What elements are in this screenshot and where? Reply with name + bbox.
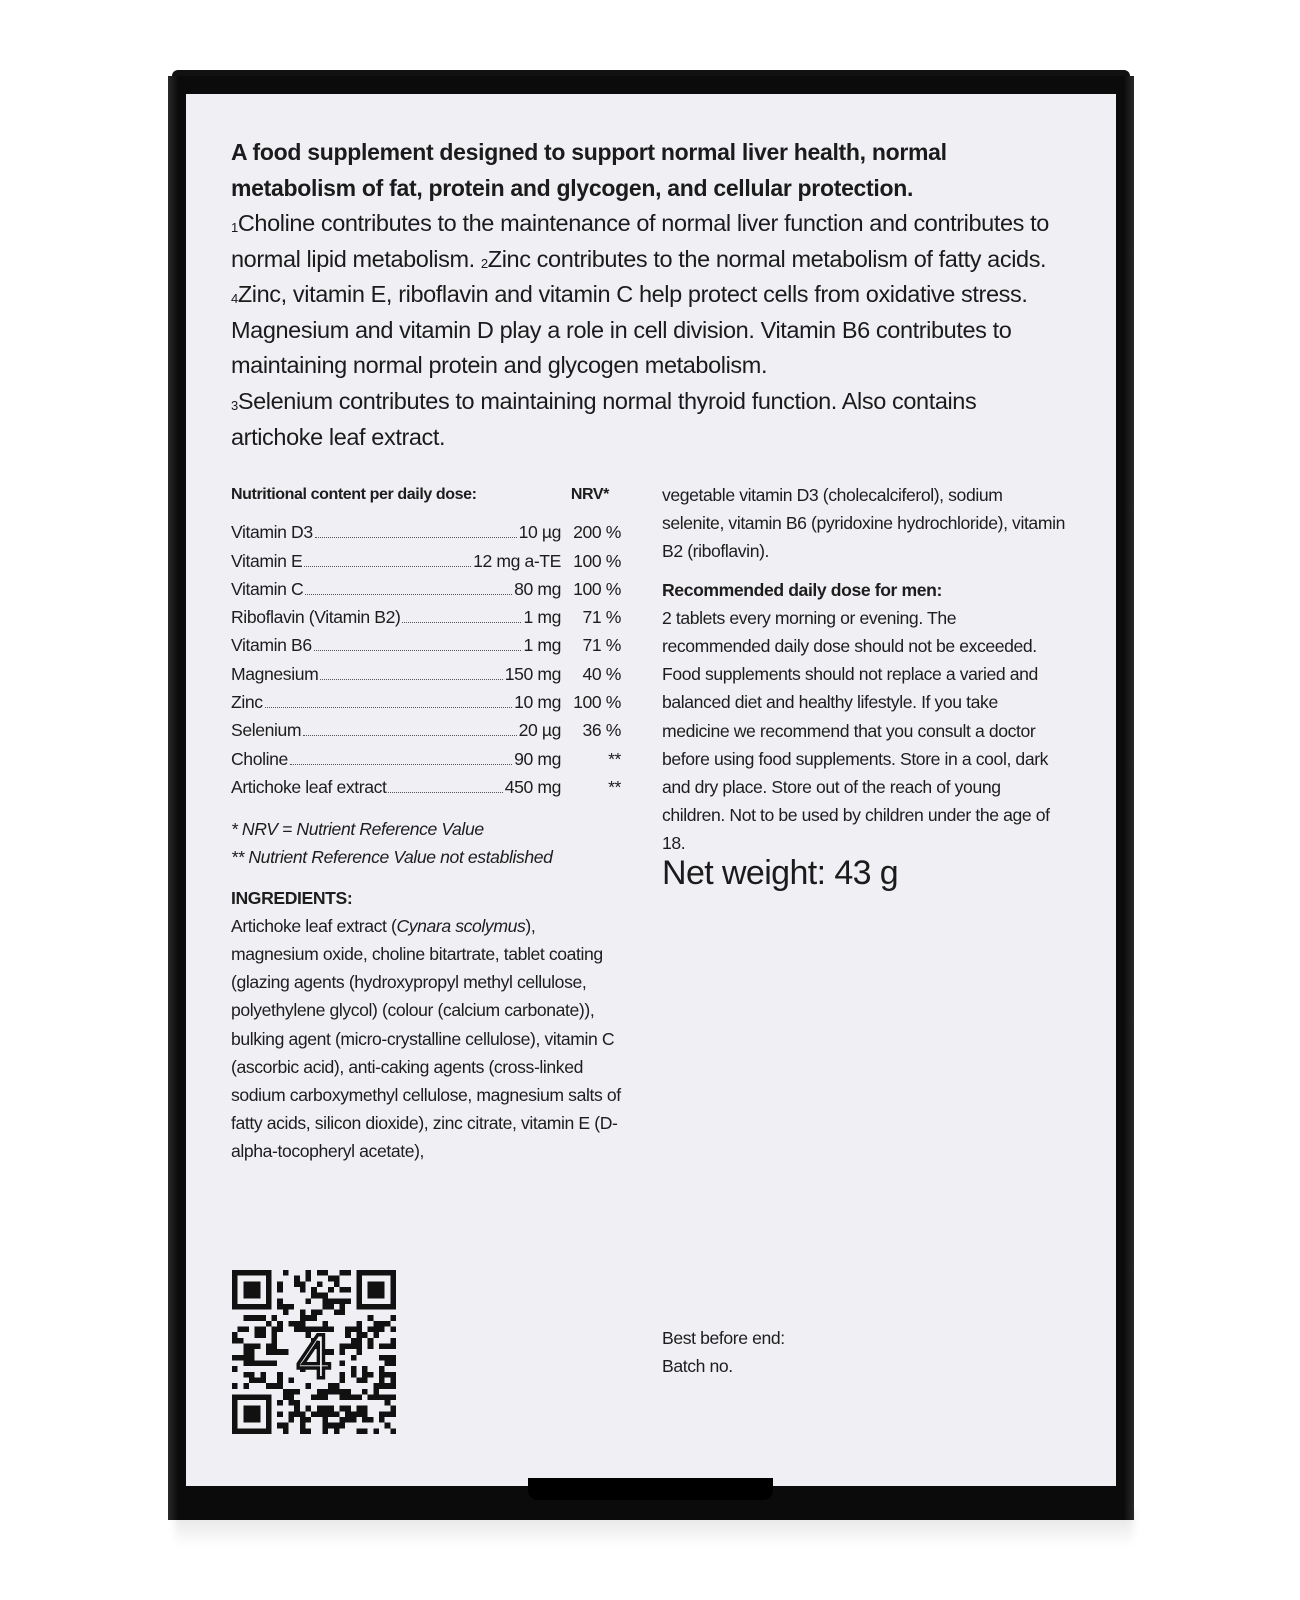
net-weight: Net weight: 43 g (662, 854, 899, 892)
nutrient-amount: 1 mg (523, 635, 561, 656)
nutrient-name: Vitamin C (231, 578, 304, 599)
health-claims (231, 206, 1071, 455)
nutrition-row (231, 518, 621, 546)
best-before-block (662, 1324, 785, 1380)
nutrient-name: Vitamin B6 (231, 635, 312, 656)
nutrient-name: Zinc (231, 691, 263, 712)
ingredients-title: INGREDIENTS: (231, 887, 353, 908)
claim-zinc: Zinc contributes to the normal metabolism of fatty acids. (487, 245, 1047, 272)
batch-label: Batch no. (662, 1356, 733, 1377)
nutrient-nrv: ** (608, 748, 621, 769)
nutrient-nrv: 100 % (573, 691, 621, 712)
nutrient-nrv: 71 % (582, 635, 621, 656)
nutrition-row (231, 603, 621, 631)
dot-leader (315, 537, 517, 538)
nutrient-nrv: 200 % (573, 522, 621, 543)
nutrient-name: Selenium (231, 720, 302, 741)
best-before-label: Best before end: (662, 1328, 785, 1348)
dot-leader (303, 735, 516, 736)
nutrient-amount: 150 mg (504, 663, 561, 684)
dot-leader (290, 764, 512, 765)
nutrient-nrv: 100 % (573, 550, 621, 571)
nutrient-nrv: ** (608, 776, 621, 797)
nutrition-table (231, 518, 621, 801)
nutrient-amount: 10 mg (514, 691, 561, 712)
ingredients-continued: vegetable vitamin D3 (cholecalciferol), sodium selenite, vitamin B6 (pyridoxine hydrochloride), vitamin B2 (riboflavin). (662, 485, 1065, 562)
nutrient-nrv: 40 % (582, 663, 621, 684)
claim-antioxidants: Zinc, vitamin E, riboflavin and vitamin C help protect cells from oxidative stress. Magnesium and vitamin D play a role in cell division. Vitamin B6 contributes to maintaining normal protein and glycogen metabolism. (231, 281, 1028, 379)
box-notch (528, 1478, 773, 1500)
footnote-nrv: * NRV = Nutrient Reference Value (231, 819, 484, 840)
dot-leader (314, 650, 522, 651)
footnote-marker: 2 (480, 255, 488, 271)
right-column (662, 481, 1067, 858)
nutrient-nrv: 36 % (582, 720, 621, 741)
ingredients-text (231, 912, 621, 1166)
nutrient-name: Choline (231, 748, 288, 769)
nutrition-row (231, 547, 621, 575)
left-column (231, 481, 621, 1166)
nutrition-row (231, 745, 621, 773)
nrv-footnotes (231, 815, 621, 871)
claim-choline: Choline contributes to the maintenance of normal liver function and contributes to normal lipid metabolism. (231, 210, 1049, 272)
dosage-text: 2 tablets every morning or evening. The recommended daily dose should not be exceeded. Food supplements should not replace a varied and balanced diet and healthy lifestyle. If you take medicine we recommend that you consult a doctor before using food supplements. Store in a cool, dark and dry place. Store out of the reach of young children. Not to be used by children under the age of 18. (662, 607, 1050, 854)
nutrition-row (231, 660, 621, 688)
claim-selenium: Selenium contributes to maintaining normal thyroid function. Also contains artichoke leaf extract. (231, 387, 977, 450)
nutrition-row (231, 716, 621, 744)
footnote-not-established: ** Nutrient Reference Value not established (231, 847, 553, 868)
nutrient-amount: 80 mg (514, 578, 561, 599)
nutrient-amount: 10 µg (518, 522, 561, 543)
nutrient-amount: 450 mg (504, 776, 561, 797)
box-edge-right (1124, 76, 1134, 1520)
nutrient-amount: 90 mg (514, 748, 561, 769)
qr-code-icon (232, 1270, 396, 1434)
heading-line-1: A food supplement designed to support normal liver health, normal (231, 139, 947, 165)
heading-line-2: metabolism of fat, protein and glycogen, and cellular protection. (231, 175, 914, 201)
dot-leader (265, 707, 512, 708)
nutrient-amount: 12 mg a-TE (473, 550, 561, 571)
footnote-marker: 1 (231, 220, 238, 235)
dot-leader (304, 566, 471, 567)
nutrient-name: Vitamin D3 (231, 522, 313, 543)
nutrient-nrv: 100 % (573, 578, 621, 599)
nutrition-row (231, 631, 621, 659)
ingredients-part-b: ), magnesium oxide, choline bitartrate, tablet coating (glazing agents (hydroxypropyl methyl cellulose, polyethylene glycol) (colour (calcium carbonate)), bulking agent (micro-crystalline cellulose), vitamin C (ascorbic acid), anti-caking agents (cross-linked sodium carboxymethyl cellulose, magnesium salts of fatty acids, silicon dioxide), zinc citrate, vitamin E (D-alpha-tocopheryl acetate), (231, 915, 621, 1162)
footnote-marker: 4 (231, 291, 238, 307)
dot-leader (388, 792, 502, 793)
nutrient-name: Magnesium (231, 663, 319, 684)
nutrient-name: Vitamin E (231, 550, 303, 571)
nutrient-name: Artichoke leaf extract (231, 776, 387, 797)
ingredients-part-a: Artichoke leaf extract ( (231, 915, 397, 936)
nutrient-amount: 1 mg (523, 607, 561, 628)
nutrition-row (231, 575, 621, 603)
nutrition-heading: Nutritional content per daily dose: (231, 486, 477, 503)
box-edge-left (168, 76, 178, 1520)
latin-name: Cynara scolymus (396, 915, 526, 936)
product-description (231, 134, 1071, 455)
nutrient-amount: 20 µg (518, 720, 561, 741)
dosage-title: Recommended daily dose for men: (662, 579, 942, 600)
qr-center-label: 4 (296, 1322, 332, 1392)
nutrition-row (231, 688, 621, 716)
nrv-heading: NRV* (570, 486, 609, 503)
footnote-marker: 3 (231, 397, 238, 413)
dot-leader (305, 594, 512, 595)
dot-leader (320, 679, 502, 680)
dot-leader (402, 622, 521, 623)
description-heading (231, 134, 1071, 206)
nutrient-nrv: 71 % (582, 607, 621, 628)
nutrient-name: Riboflavin (Vitamin B2) (231, 607, 401, 628)
nutrition-header (231, 481, 621, 509)
nutrition-row (231, 773, 621, 801)
